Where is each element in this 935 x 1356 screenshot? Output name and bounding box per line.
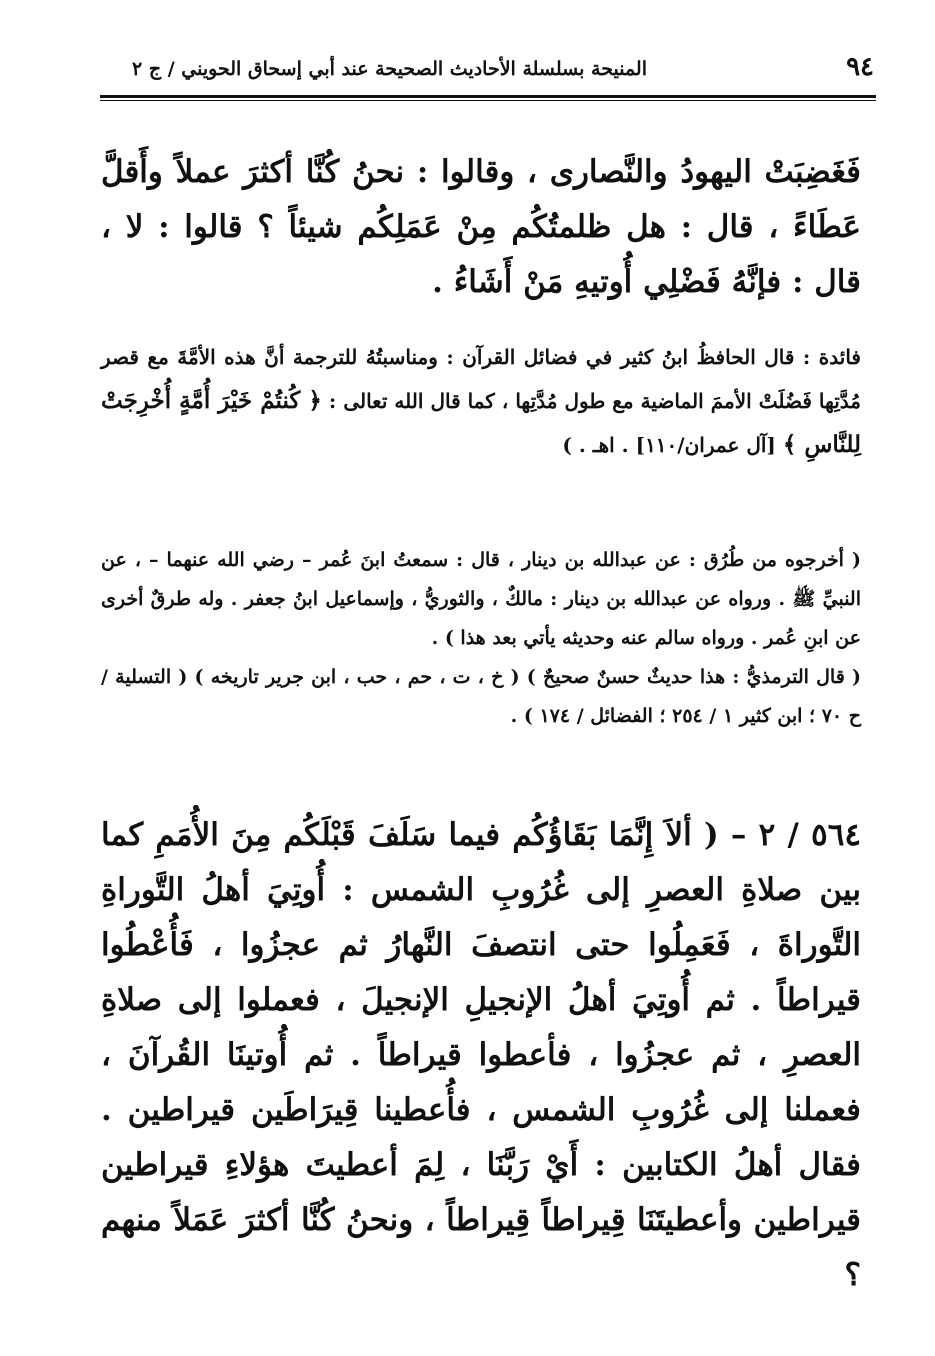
quran-reference: [آل عمران/١١٠] . اهـ . ) [562,433,776,457]
takhrij-sources: ( أخرجوه من طُرُق : عن عبدالله بن دينار ، قال : سمعتُ ابنَ عُمر – رضي الله عنهما – ، عن النبيِّ ﷺ . ورواه عن عبدالله بن دينار : مالكٌ ، والثوريُّ ، وإسماعيل ابنُ جعفر . وله طرقٌ أخرى عن ابنِ عُمر . ورواه سالم عنه وحديثه يأتي بعد هذا ) . [101,549,861,649]
hadith-continuation-text: فَغَضِبَتْ اليهودُ والنَّصارى ، وقالوا : نحنُ كُنَّا أكثرَ عملاً وأَقلَّ عَطَاءً ، قال : هل ظلمتُكُم مِنْ عَمَلِكُم شيئاً ؟ قالوا : لا ، قال : فإنَّهُ فَضْلِي أُوتيهِ مَنْ أَشَاءُ . [101,154,861,300]
hadith-564-text: ( ألاَ إِنَّمَا بَقَاؤُكُم فيما سَلَفَ قَبْلَكُم مِنَ الأُمَمِ كما بين صلاةِ العصرِ إلى غُرُوبِ الشمس : أُوتِيَ أهلُ التَّوراةِ التَّوراةَ ، فَعَمِلُوا حتى انتصفَ النَّهارُ ثم عجزُوا ، فَأُعْطُوا قيراطاً . ثم أُوتِيَ أهلُ الإنجيلِ الإنجيلَ ، فعملوا إلى صلاةِ العصرِ ، ثم عجزُوا ، فأعطوا قيراطاً . ثم أُوتينَا القُرآنَ ، فعملنا إلى غُرُوبِ الشمس ، فأُعطينا قِيرَاطَين قيراطين . فقال أهلُ الكتابين : أَيْ رَبَّنَا ، لِمَ أعطيتَ هؤلاءِ قيراطين قيراطين وأعطيتَنَا قِيراطاً قِيراطاً ، ونحنُ كُنَّا أكثرَ عَمَلاً منهم ؟ [101,817,861,1293]
page-number: ٩٤ [846,52,874,82]
page-header [104,48,874,98]
takhrij-section [101,541,861,736]
benefit-note-paragraph [101,336,861,467]
takhrij-grading: ( قال الترمذيُّ : هذا حديثٌ حسنٌ صحيحٌ ) ( خ ، ت ، حم ، حب ، ابن جرير تاريخه ) ( التسلية / ح ٧٠ ؛ ابن كثير ١ / ٢٥٤ ؛ الفضائل / ١٧٤ ) . [101,666,861,727]
hadith-564 [101,808,861,1303]
header-divider [100,95,876,98]
hadith-564-paragraph [101,808,861,1303]
header-divider-thin [100,100,876,101]
hadith-number: ٥٦٤ / ٢ – [730,817,861,853]
hadith-continuation [101,145,861,310]
benefit-note [101,336,861,467]
benefit-note-text: فائدة : قال الحافظُ ابنُ كثير في فضائل القرآن : ومناسبتُهُ للترجمة أنَّ هذه الأمَّةَ مع قصر مُدَّتِها فَضُلَتْ الأممَ الماضية مع طول مُدَّتِها ، كما قال الله تعالى : [101,345,861,413]
running-title: المنيحة بسلسلة الأحاديث الصحيحة عند أبي إسحاق الحويني / ج ٢ [132,58,647,80]
quran-verse: ﴿ كُنتُمْ خَيْرَ أُمَّةٍ أُخْرِجَتْ لِلنَّاسِ ﴾ [101,387,861,458]
